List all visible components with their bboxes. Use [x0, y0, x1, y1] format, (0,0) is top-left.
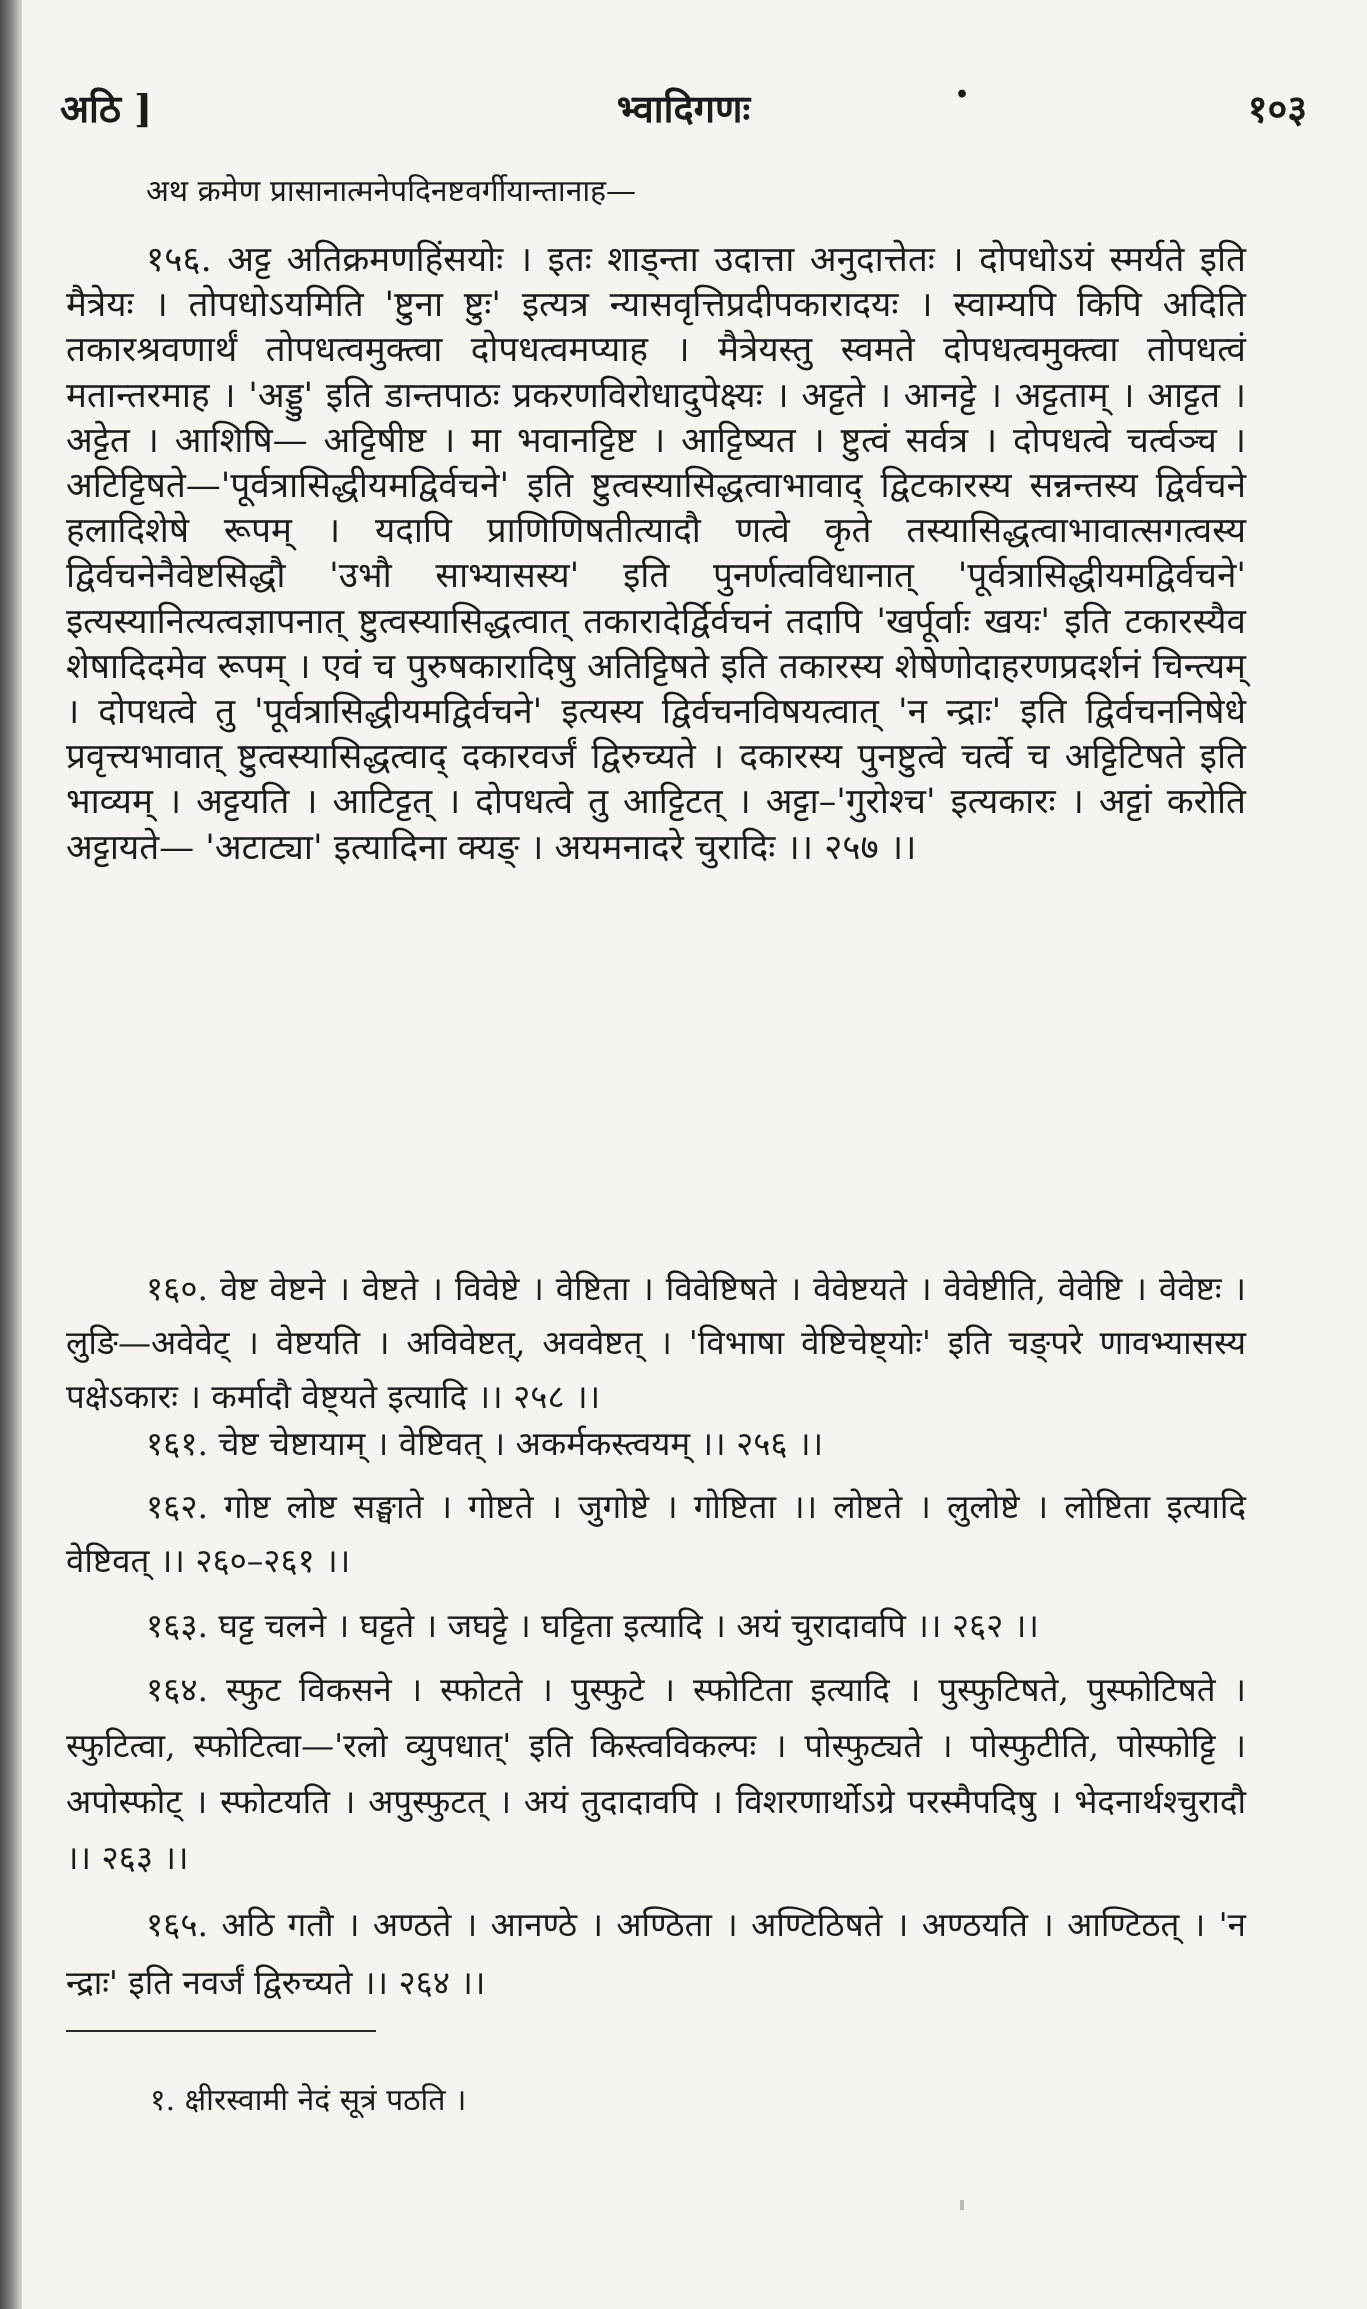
paragraph-161: १६१. चेष्ट चेष्टायाम् । वेष्टिवत् । अकर्मकस्त्वयम् ।। २५६ ।। — [146, 1424, 824, 1463]
section-intro: अथ क्रमेण प्रासानात्मनेपदिनष्टवर्गीयान्तानाह— — [146, 174, 637, 209]
paragraph-162: १६२. गोष्ट लोष्ट सङ्घाते । गोष्टते । जुगोष्टे । गोष्टिता ।। लोष्टते । लुलोष्टे । लोष्टिता इत्यादि वेष्टिवत् ।। २६०–२६१ ।। — [66, 1487, 1246, 1580]
paragraph-164: १६४. स्फुट विकसने । स्फोटते । पुस्फुटे । स्फोटिता इत्यादि । पुस्फुटिषते, पुस्फोटिषते । स्फुटित्वा, स्फोटित्वा—'रलो व्युपधात्' इति किस्त्वविकल्पः । पोस्फुट्यते । पोस्फुटीति, पोस्फोट्टि । अपोस्फोट् । स्फोटयति । अपुस्फुटत् । अयं तुदादावपि । विशरणार्थोऽग्रे परस्मैपदिषु । भेदनार्थश्चुरादौ ।। २६३ ।। — [66, 1670, 1246, 1877]
page-number: १०३ — [1247, 86, 1307, 131]
running-title: भ्वादिगणः — [616, 86, 751, 131]
paragraph-159: १५६. अट्ट अतिक्रमणहिंसयोः । इतः शाड्न्ता उदात्ता अनुदात्तेतः । दोपधोऽयं स्मर्यते इति मैत्रेयः । तोपधोऽयमिति 'ष्टुना ष्टुः' इत्यत्र न्यासवृत्तिप्रदीपकारादयः । स्वाम्यपि किपि अदिति तकारश्रवणार्थं तोपधत्वमुक्त्वा दोपधत्वमप्याह । मैत्रेयस्तु स्वमते दोपधत्वमुक्त्वा तोपधत्वं मतान्तरमाह । 'अड्डु' इति डान्तपाठः प्रकरणविरोधादुपेक्ष्यः । अट्टते । आनट्टे । अट्टताम् । आट्टत । अट्टेत । आशिषि— अट्टिषीष्ट । मा भवानट्टिष्ट । आट्टिष्यत । ष्टुत्वं सर्वत्र । दोपधत्वे चर्त्वञ्च । अटिट्टिषते—'पूर्वत्रासिद्धीयमद्विर्वचने' इति ष्टुत्वस्यासिद्धत्वाभावाद् द्विटकारस्य सन्नन्तस्य द्विर्वचने हलादिशेषे रूपम् । यदापि प्राणिणिषतीत्यादौ णत्वे कृते तस्यासिद्धत्वाभावात्सगत्वस्य द्विर्वचनेनैवेष्टसिद्धौ 'उभौ साभ्यासस्य' इति पुनर्णत्वविधानात् 'पूर्वत्रासिद्धीयमद्विर्वचने' इत्यस्यानित्यत्वज्ञापनात् ष्टुत्वस्यासिद्धत्वात् तकारादेर्द्विर्वचनं तदापि 'खर्पूर्वाः खयः' इति टकारस्यैव शेषादिदमेव रूपम् । एवं च पुरुषकारादिषु अतिट्टिषते इति तकारस्य शेषेणोदाहरणप्रदर्शनं चिन्त्यम् । दोपधत्वे तु 'पूर्वत्रासिद्धीयमद्विर्वचने' इत्यस्य द्विर्वचनविषयत्वात् 'न न्द्राः' इति द्विर्वचननिषेधे प्रवृत्त्यभावात् ष्टुत्वस्यासिद्धत्वाद् दकारवर्जं द्विरुच्यते । दकारस्य पुनष्टुत्वे चर्त्वे च अट्टिटिषते इति भाव्यम् । अट्टयति । आटिट्टत् । दोपधत्वे तु आट्टिटत् । अट्टा–'गुरोश्च' इत्यकारः । अट्टां करोति अट्टायते— 'अटाट्या' इत्यादिना क्यङ् । अयमनादरे चुरादिः ।। २५७ ।। — [66, 240, 1246, 868]
footnote-divider — [66, 2030, 376, 2032]
paragraph-165: १६५. अठि गतौ । अण्ठते । आनण्ठे । अण्ठिता । अण्टिठिषते । अण्ठयति । आण्टिठत् । 'न न्द्राः' इति नवर्जं द्विरुच्यते ।। २६४ ।। — [66, 1905, 1246, 2002]
scan-speck — [960, 2200, 964, 2210]
page-header — [60, 82, 1307, 142]
paragraph-163: १६३. घट्ट चलने । घट्टते । जघट्टे । घट्टिता इत्यादि । अयं चुरादावपि ।। २६२ ।। — [146, 1606, 1039, 1645]
page-binding-edge — [0, 0, 22, 2309]
header-left-label: अठि ] — [60, 86, 153, 131]
footnote: १. क्षीरस्वामी नेदं सूत्रं पठति । — [150, 2083, 467, 2118]
print-speck: • — [955, 82, 970, 108]
paragraph-160: १६०. वेष्ट वेष्टने । वेष्टते । विवेष्टे । वेष्टिता । विवेष्टिषते । वेवेष्टयते । वेवेष्टीति, वेवेष्टि । वेवेष्टः । लुङि—अवेवेट् । वेष्टयति । अविवेष्टत्, अववेष्टत् । 'विभाषा वेष्टिचेष्ट्योः' इति चङ्परे णावभ्यासस्य पक्षेऽकारः । कर्मादौ वेष्ट्यते इत्यादि ।। २५८ ।। — [66, 1269, 1246, 1416]
